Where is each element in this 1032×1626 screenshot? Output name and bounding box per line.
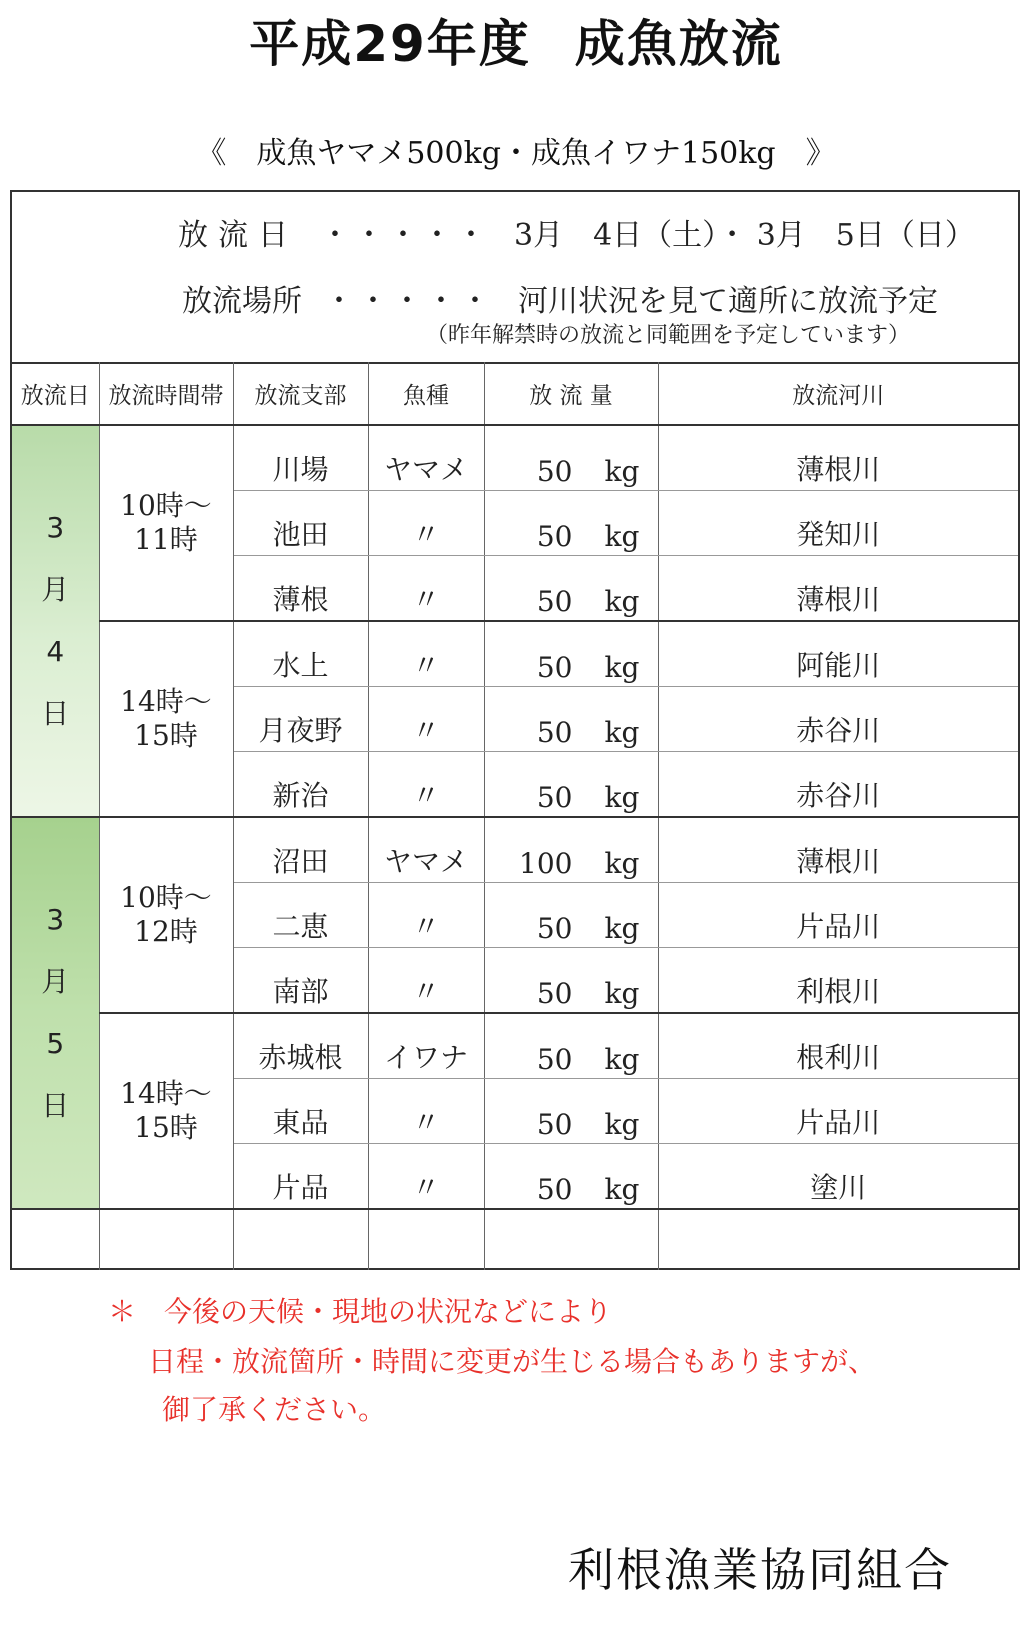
date-char: 4 <box>46 635 65 668</box>
table-header-row <box>12 362 1018 425</box>
time-slot-cell <box>99 817 233 1013</box>
table-body <box>12 425 1018 1270</box>
branch-cell: 東品 <box>233 1079 368 1144</box>
amount-cell <box>484 1144 658 1210</box>
note-line-3: 御了承ください。 <box>162 1393 387 1426</box>
amount-unit: kg <box>604 585 640 618</box>
date-char: 月 <box>41 573 70 606</box>
page-title <box>0 4 1032 76</box>
time-line: 14時～ <box>120 1077 212 1110</box>
branch-cell: 池田 <box>233 491 368 556</box>
table-row <box>12 817 1018 883</box>
empty-cell <box>484 1209 658 1270</box>
note-line-1: ＊ 今後の天候・現地の状況などにより <box>108 1295 613 1328</box>
info-box <box>12 192 1018 364</box>
empty-cell <box>99 1209 233 1270</box>
title-year: 平成29年度 <box>249 15 531 73</box>
release-place-note: （昨年解禁時の放流と同範囲を予定しています） <box>426 323 911 348</box>
column-header: 魚種 <box>368 362 484 425</box>
release-date-label: 放流日 <box>178 218 298 253</box>
river-cell: 根利川 <box>658 1013 1018 1079</box>
amount-value: 50 <box>536 1043 573 1076</box>
fish-cell: 〃 <box>368 687 484 752</box>
date-char: 日 <box>41 697 70 730</box>
release-date-value: 3月 4日（土）・ 3月 5日（日） <box>514 218 975 253</box>
amount-value: 50 <box>536 977 573 1010</box>
amount-unit: kg <box>604 912 640 945</box>
date-char: 3 <box>46 903 65 936</box>
time-line: 15時 <box>134 1111 198 1144</box>
river-cell: 赤谷川 <box>658 687 1018 752</box>
date-char: 5 <box>46 1027 65 1060</box>
date-char: 3 <box>46 511 65 544</box>
river-cell: 薄根川 <box>658 556 1018 622</box>
release-date-line <box>178 210 975 254</box>
river-cell: 薄根川 <box>658 425 1018 491</box>
fish-cell: 〃 <box>368 621 484 687</box>
amount-cell <box>484 817 658 883</box>
release-place-label: 放流場所 <box>182 284 302 319</box>
amount-value: 50 <box>536 1108 573 1141</box>
column-header: 放流日 <box>12 362 99 425</box>
organization-name: 利根漁業協同組合 <box>568 1543 952 1597</box>
amount-value: 50 <box>536 716 573 749</box>
subtitle-close-bracket: 》 <box>805 136 836 171</box>
river-cell: 利根川 <box>658 948 1018 1014</box>
amount-cell <box>484 948 658 1014</box>
amount-cell <box>484 1079 658 1144</box>
time-slot-cell <box>99 621 233 817</box>
river-cell: 赤谷川 <box>658 752 1018 818</box>
release-place-value: 河川状況を見て適所に放流予定 <box>518 284 938 319</box>
empty-cell <box>233 1209 368 1270</box>
column-header: 放流河川 <box>658 362 1018 425</box>
amount-unit: kg <box>604 1173 640 1206</box>
time-slot-cell <box>99 1013 233 1209</box>
amount-cell <box>484 491 658 556</box>
date-char: 月 <box>41 965 70 998</box>
subtitle <box>0 128 1032 172</box>
amount-unit: kg <box>604 847 640 880</box>
amount-value: 100 <box>519 847 573 880</box>
column-header: 放流時間帯 <box>99 362 233 425</box>
fish-cell: イワナ <box>368 1013 484 1079</box>
branch-cell: 南部 <box>233 948 368 1014</box>
river-cell: 薄根川 <box>658 817 1018 883</box>
branch-cell: 赤城根 <box>233 1013 368 1079</box>
column-header: 放 流 量 <box>484 362 658 425</box>
amount-value: 50 <box>536 781 573 814</box>
fish-cell: 〃 <box>368 948 484 1014</box>
amount-unit: kg <box>604 1043 640 1076</box>
amount-unit: kg <box>604 520 640 553</box>
fish-cell: 〃 <box>368 752 484 818</box>
table-row <box>12 425 1018 491</box>
time-line: 12時 <box>134 915 198 948</box>
amount-value: 50 <box>536 912 573 945</box>
amount-value: 50 <box>536 585 573 618</box>
release-date-cell <box>12 425 99 817</box>
amount-unit: kg <box>604 651 640 684</box>
time-slot-cell <box>99 425 233 621</box>
date-char: 日 <box>41 1089 70 1122</box>
fish-cell: 〃 <box>368 556 484 622</box>
branch-cell: 薄根 <box>233 556 368 622</box>
fish-cell: 〃 <box>368 1144 484 1210</box>
title-event: 成魚放流 <box>574 15 783 73</box>
branch-cell: 水上 <box>233 621 368 687</box>
fish-cell: 〃 <box>368 883 484 948</box>
amount-unit: kg <box>604 1108 640 1141</box>
branch-cell: 月夜野 <box>233 687 368 752</box>
table-row <box>12 621 1018 687</box>
release-schedule-table <box>12 362 1018 1270</box>
amount-unit: kg <box>604 455 640 488</box>
river-cell: 発知川 <box>658 491 1018 556</box>
subtitle-text: 成魚ヤマメ500kg・成魚イワナ150kg <box>256 136 776 171</box>
empty-row <box>12 1209 1018 1270</box>
empty-cell <box>368 1209 484 1270</box>
amount-cell <box>484 687 658 752</box>
schedule-frame <box>10 190 1020 1270</box>
column-header: 放流支部 <box>233 362 368 425</box>
amount-cell <box>484 425 658 491</box>
table-row <box>12 1013 1018 1079</box>
subtitle-open-bracket: 《 <box>196 136 227 171</box>
amount-value: 50 <box>536 1173 573 1206</box>
amount-cell <box>484 1013 658 1079</box>
amount-cell <box>484 752 658 818</box>
fish-cell: ヤマメ <box>368 817 484 883</box>
amount-cell <box>484 621 658 687</box>
branch-cell: 新治 <box>233 752 368 818</box>
amount-cell <box>484 556 658 622</box>
time-line: 15時 <box>134 719 198 752</box>
amount-unit: kg <box>604 977 640 1010</box>
river-cell: 塗川 <box>658 1144 1018 1210</box>
river-cell: 片品川 <box>658 883 1018 948</box>
empty-cell <box>12 1209 99 1270</box>
fish-cell: 〃 <box>368 491 484 556</box>
amount-value: 50 <box>536 520 573 553</box>
release-date-cell <box>12 817 99 1209</box>
amount-value: 50 <box>536 651 573 684</box>
river-cell: 阿能川 <box>658 621 1018 687</box>
fish-cell: ヤマメ <box>368 425 484 491</box>
release-date-dots: ・・・・・ <box>320 218 490 253</box>
empty-cell <box>658 1209 1018 1270</box>
branch-cell: 片品 <box>233 1144 368 1210</box>
time-line: 10時～ <box>120 881 212 914</box>
amount-value: 50 <box>536 455 573 488</box>
release-place-dots: ・・・・・ <box>324 284 494 319</box>
time-line: 10時～ <box>120 489 212 522</box>
amount-unit: kg <box>604 716 640 749</box>
time-line: 11時 <box>134 523 198 556</box>
branch-cell: 二恵 <box>233 883 368 948</box>
release-place-line <box>182 276 938 320</box>
time-line: 14時～ <box>120 685 212 718</box>
branch-cell: 沼田 <box>233 817 368 883</box>
branch-cell: 川場 <box>233 425 368 491</box>
note-line-2: 日程・放流箇所・時間に変更が生じる場合もありますが、 <box>148 1345 877 1378</box>
fish-cell: 〃 <box>368 1079 484 1144</box>
amount-unit: kg <box>604 781 640 814</box>
amount-cell <box>484 883 658 948</box>
river-cell: 片品川 <box>658 1079 1018 1144</box>
